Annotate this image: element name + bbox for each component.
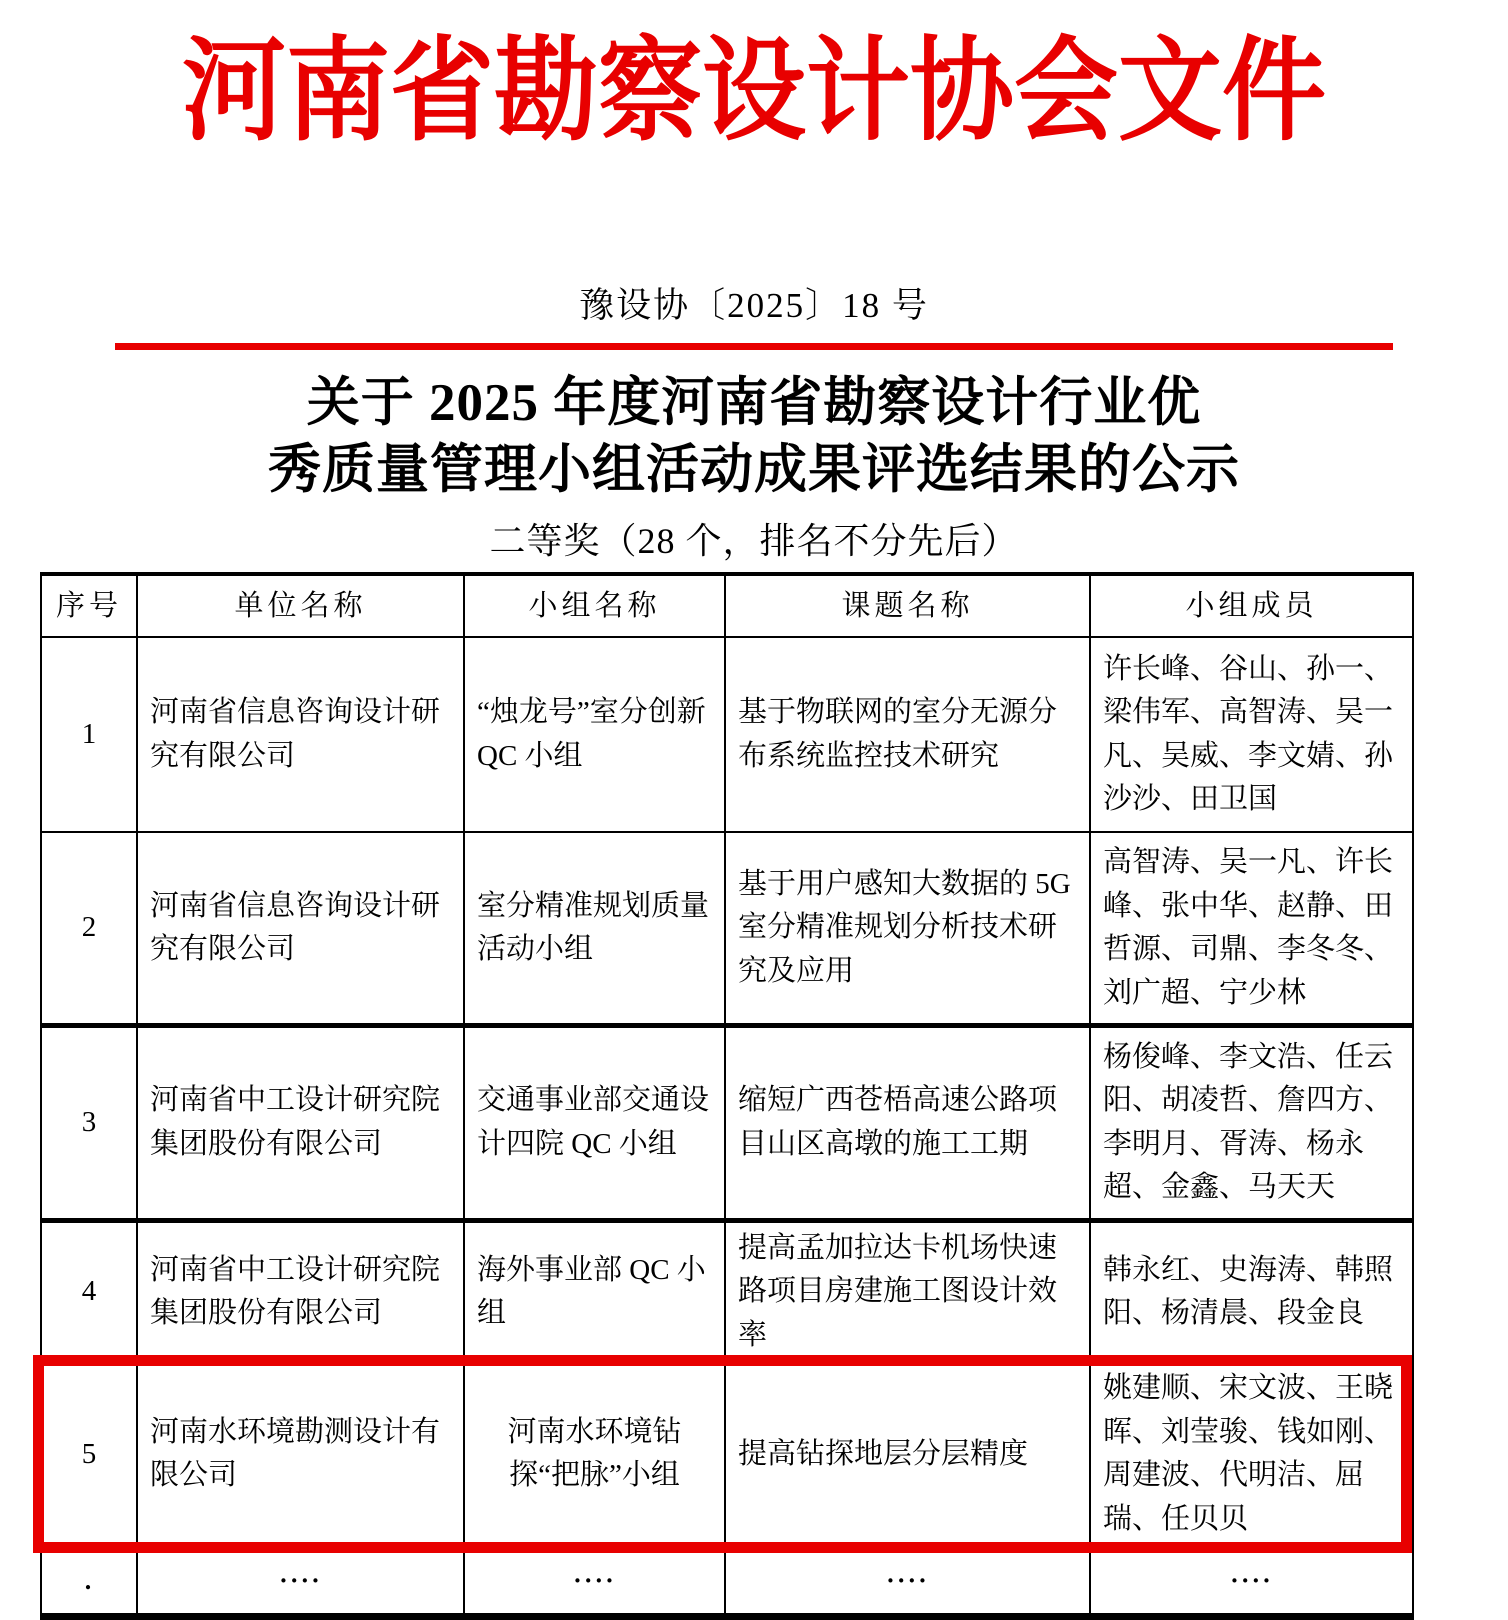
document-number: 豫设协〔2025〕18 号 <box>579 285 929 325</box>
cell-topic: 基于用户感知大数据的 5G 室分精准规划分析技术研究及应用 <box>725 832 1090 1025</box>
col-header-members: 小组成员 <box>1090 574 1413 637</box>
cell-no: 5 <box>41 1362 137 1546</box>
cell-members: 高智涛、吴一凡、许长峰、张中华、赵静、田哲源、司鼎、李冬冬、刘广超、宁少林 <box>1090 832 1413 1025</box>
table-row <box>41 637 1413 832</box>
cell-no: 1 <box>41 637 137 832</box>
results-table <box>40 572 1414 1620</box>
cell-group: 室分精准规划质量活动小组 <box>464 832 725 1025</box>
cell-unit: ···· <box>137 1546 464 1616</box>
table-header-row <box>41 574 1413 637</box>
cell-members: 姚建顺、宋文波、王晓晖、刘莹骏、钱如刚、周建波、代明洁、屈瑞、任贝贝 <box>1090 1362 1413 1546</box>
cell-group: 海外事业部 QC 小组 <box>464 1220 725 1362</box>
results-table-wrap <box>40 572 1412 1620</box>
cell-topic: 提高孟加拉达卡机场快速路项目房建施工图设计效率 <box>725 1220 1090 1362</box>
cell-group: ···· <box>464 1546 725 1616</box>
cell-unit: 河南水环境勘测设计有限公司 <box>137 1362 464 1546</box>
cell-members: ···· <box>1090 1546 1413 1616</box>
cell-members: 杨俊峰、李文浩、任云阳、胡凌哲、詹四方、李明月、胥涛、杨永超、金鑫、马天天 <box>1090 1025 1413 1220</box>
cell-no: 2 <box>41 832 137 1025</box>
cell-topic: 提高钻探地层分层精度 <box>725 1362 1090 1546</box>
table-row <box>41 832 1413 1025</box>
cell-topic: ···· <box>725 1546 1090 1616</box>
cell-members: 许长峰、谷山、孙一、梁伟军、高智涛、吴一凡、吴威、李文婧、孙沙沙、田卫国 <box>1090 637 1413 832</box>
col-header-group: 小组名称 <box>464 574 725 637</box>
table-row <box>41 1025 1413 1220</box>
col-header-topic: 课题名称 <box>725 574 1090 637</box>
announcement-title-line1: 关于 2025 年度河南省勘察设计行业优 <box>306 373 1202 432</box>
announcement-title-line2: 秀质量管理小组活动成果评选结果的公示 <box>268 441 1240 500</box>
table-row <box>41 1220 1413 1362</box>
table-row <box>41 1362 1413 1546</box>
col-header-no: 序号 <box>41 574 137 637</box>
cell-members: 韩永红、史海涛、韩照阳、杨清晨、段金良 <box>1090 1220 1413 1362</box>
announcement-title <box>0 370 1508 506</box>
red-divider-line <box>115 343 1393 350</box>
cell-unit: 河南省信息咨询设计研究有限公司 <box>137 832 464 1025</box>
col-header-unit: 单位名称 <box>137 574 464 637</box>
award-tier-subtitle: 二等奖（28 个，排名不分先后） <box>489 521 1019 562</box>
cell-no: . <box>41 1546 137 1616</box>
document-page <box>0 14 1508 1595</box>
cell-group: “烛龙号”室分创新 QC 小组 <box>464 637 725 832</box>
cell-unit: 河南省中工设计研究院集团股份有限公司 <box>137 1025 464 1220</box>
cell-topic: 基于物联网的室分无源分布系统监控技术研究 <box>725 637 1090 832</box>
cell-no: 3 <box>41 1025 137 1220</box>
table-row <box>41 1546 1413 1616</box>
cell-no: 4 <box>41 1220 137 1362</box>
cell-unit: 河南省信息咨询设计研究有限公司 <box>137 637 464 832</box>
document-header-title: 河南省勘察设计协会文件 <box>181 30 1326 155</box>
cell-group: 河南水环境钻探“把脉”小组 <box>464 1362 725 1546</box>
cell-topic: 缩短广西苍梧高速公路项目山区高墩的施工工期 <box>725 1025 1090 1220</box>
cell-group: 交通事业部交通设计四院 QC 小组 <box>464 1025 725 1220</box>
cell-unit: 河南省中工设计研究院集团股份有限公司 <box>137 1220 464 1362</box>
